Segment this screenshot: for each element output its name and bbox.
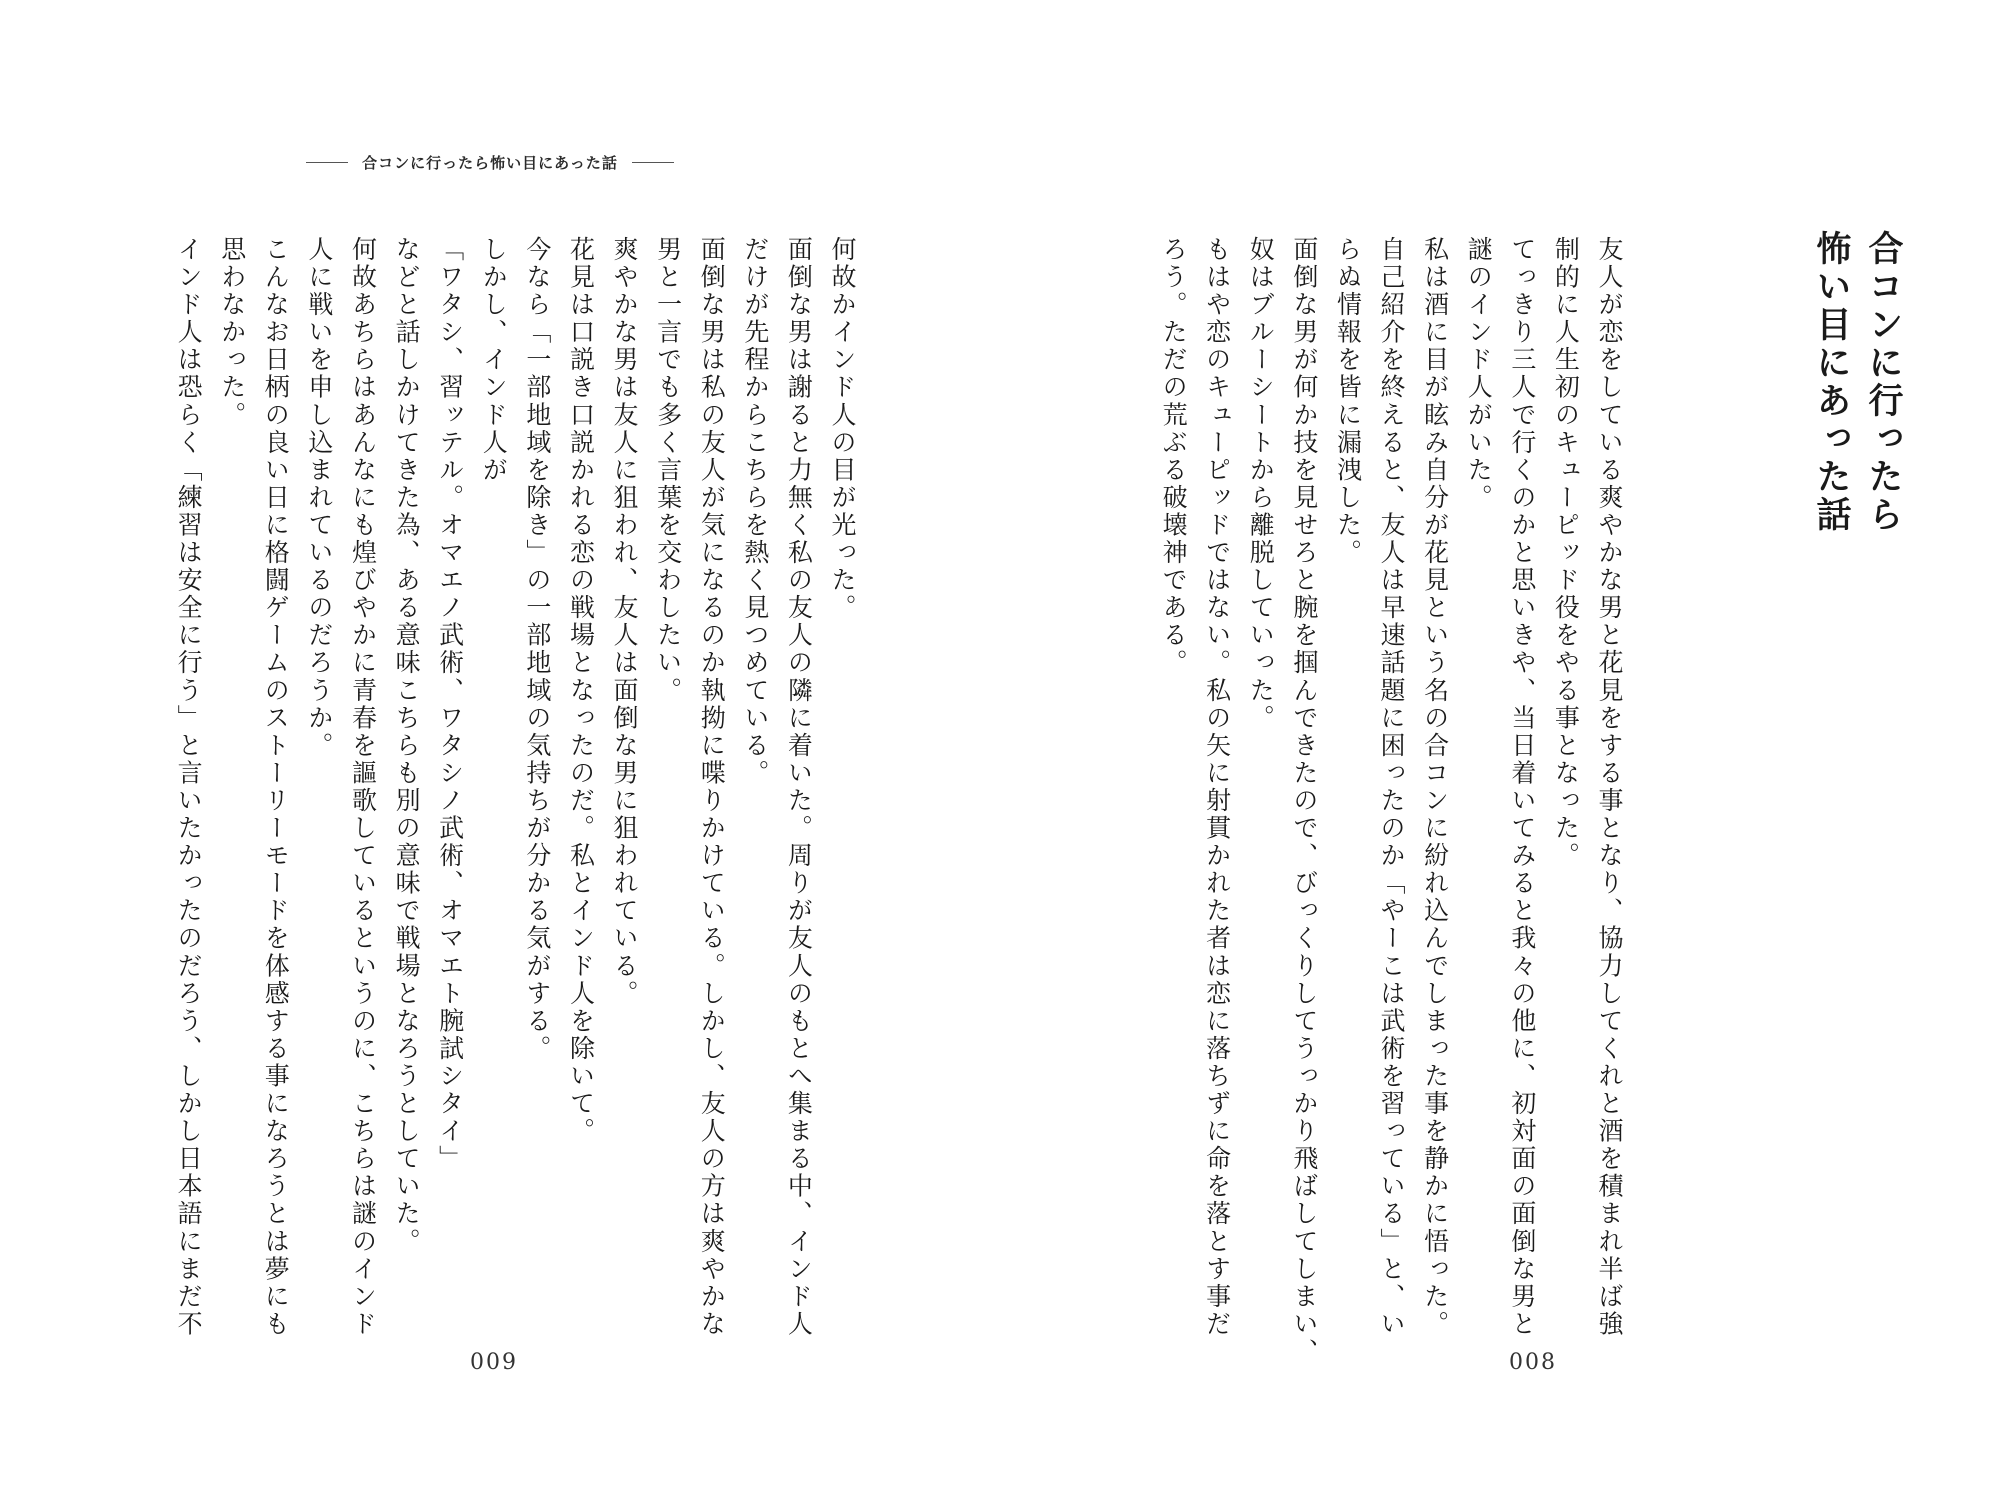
- chapter-title: [1805, 230, 1909, 534]
- text-line: 「ワタシ、習ッテル。オマエノ武術、ワタシノ武術、オマエト腕試シタイ」: [435, 236, 465, 1173]
- left-page: [0, 0, 1004, 1490]
- text-line: 面倒な男は謝ると力無く私の友人の隣に着いた。周りが友人のもとへ集まる中、インド人: [784, 236, 814, 1338]
- running-head-rule-left: [306, 162, 348, 163]
- text-line: 爽やかな男は友人に狙われ、友人は面倒な男に狙われている。: [610, 236, 640, 1008]
- text-line: 面倒な男が何か技を見せろと腕を掴んできたので、びっくりしてうっかり飛ばしてしまい、: [1289, 236, 1319, 1366]
- text-line: 何故かインド人の目が光った。: [828, 236, 857, 622]
- text-line: 花見は口説き口説かれる恋の戦場となったのだ。私とインド人を除いて。: [566, 236, 596, 1146]
- chapter-title-line-1: 合コンに行ったら: [1863, 230, 1903, 534]
- text-line: 今なら「一部地域を除き」の一部地域の気持ちが分かる気がする。: [522, 236, 552, 1063]
- running-head: [290, 152, 690, 173]
- text-line: 面倒な男は私の友人が気になるのか執拗に喋りかけている。しかし、友人の方は爽やかな: [697, 236, 727, 1338]
- chapter-title-line-2: 怖い目にあった話: [1811, 230, 1851, 534]
- running-head-rule-right: [632, 162, 674, 163]
- text-line: 私は酒に目が眩み自分が花見という名の合コンに紛れ込んでしまった事を静かに悟った。: [1420, 236, 1450, 1338]
- text-line: もはや恋のキューピッドではない。私の矢に射貫かれた者は恋に落ちずに命を落とす事だ: [1202, 236, 1232, 1338]
- text-line: 奴はブルーシートから離脱していった。: [1246, 236, 1276, 732]
- text-line: 謎のインド人がいた。: [1464, 236, 1494, 512]
- right-page: [1004, 0, 2009, 1490]
- text-line: 何故あちらはあんなにも煌びやかに青春を謳歌しているというのに、こちらは謎のインド: [348, 236, 378, 1338]
- text-line: しかし、インド人が: [479, 236, 509, 484]
- text-line: てっきり三人で行くのかと思いきや、当日着いてみると我々の他に、初対面の面倒な男と: [1507, 236, 1537, 1338]
- left-body-text: [44, 236, 864, 1356]
- text-line: 友人が恋をしている爽やかな男と花見をする事となり、協力してくれと酒を積まれ半ば強: [1595, 236, 1624, 1338]
- running-head-text: 合コンに行ったら怖い目にあった話: [362, 154, 618, 172]
- text-line: 自己紹介を終えると、友人は早速話題に困ったのか「やーこは武術を習っている」と、い: [1377, 236, 1407, 1338]
- text-line: 男と一言でも多く言葉を交わしたい。: [653, 236, 683, 705]
- text-line: だけが先程からこちらを熱く見つめている。: [740, 236, 770, 787]
- text-line: 人に戦いを申し込まれているのだろうか。: [304, 236, 334, 760]
- text-line: 制的に人生初のキューピッド役をやる事となった。: [1551, 236, 1581, 870]
- text-line: らぬ情報を皆に漏洩した。: [1333, 236, 1363, 567]
- text-line: こんなお日柄の良い日に格闘ゲームのストーリーモードを体感する事になろうとは夢にも: [261, 236, 291, 1338]
- page-number-left: 009: [470, 1350, 518, 1375]
- page-number-right: 008: [1509, 1350, 1557, 1375]
- text-line: ろう。ただの荒ぶる破壊神である。: [1159, 236, 1189, 677]
- text-line: などと話しかけてきた為、ある意味こちらも別の意味で戦場となろうとしていた。: [392, 236, 422, 1256]
- text-line: インド人は恐らく「練習は安全に行う」と言いたかったのだろう、しかし日本語にまだ不: [174, 236, 204, 1338]
- text-line: 思わなかった。: [217, 236, 247, 429]
